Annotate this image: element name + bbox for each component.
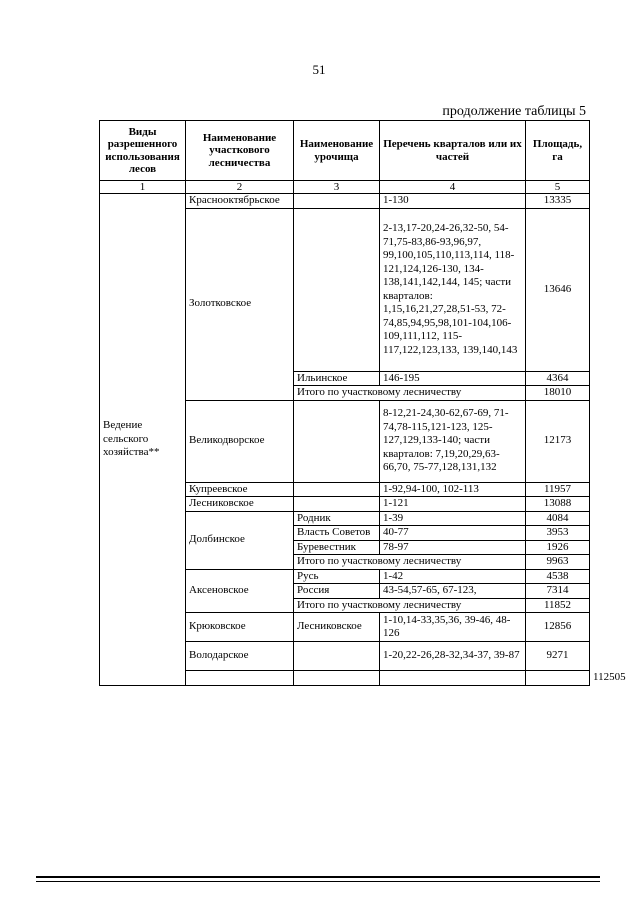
forestry-cell: Красноoктябрьское bbox=[186, 194, 294, 209]
quarters-cell: 1-20,22-26,28-32,34-37, 39-87 bbox=[380, 642, 526, 671]
footer-rule bbox=[36, 876, 600, 878]
area-cell: 4364 bbox=[526, 371, 590, 386]
header-row bbox=[100, 121, 590, 181]
header-area: Площадь, га bbox=[526, 121, 590, 181]
empty-cell bbox=[380, 671, 526, 686]
empty-cell bbox=[294, 671, 380, 686]
forestry-cell: Крюковское bbox=[186, 613, 294, 642]
subtotal-area: 18010 bbox=[526, 386, 590, 401]
column-number-row bbox=[100, 181, 590, 194]
grand-total-row: 112505 bbox=[100, 671, 590, 686]
header-quarters: Перечень кварталов или их частей bbox=[380, 121, 526, 181]
area-cell: 13088 bbox=[526, 497, 590, 512]
forestry-cell: Аксеновское bbox=[186, 569, 294, 613]
empty-cell bbox=[186, 671, 294, 686]
tract-cell: Буревестник bbox=[294, 540, 380, 555]
quarters-cell: 1-10,14-33,35,36, 39-46, 48-126 bbox=[380, 613, 526, 642]
quarters-cell: 8-12,21-24,30-62,67-69, 71-74,78-115,121-123, 125-127,129,133-140; части кварталов: 7,19,20,29,63-66,70, 75-77,128,131,132 bbox=[380, 400, 526, 482]
area-cell: 12173 bbox=[526, 400, 590, 482]
forest-use-table bbox=[99, 120, 626, 686]
col-number: 2 bbox=[186, 181, 294, 194]
forestry-cell: Долбинское bbox=[186, 511, 294, 569]
subtotal-area: 11852 bbox=[526, 598, 590, 613]
footer-rule bbox=[36, 881, 600, 882]
subtotal-area: 9963 bbox=[526, 555, 590, 570]
area-cell: 12856 bbox=[526, 613, 590, 642]
subtotal-label: Итого по участковому лесничеству bbox=[294, 555, 526, 570]
header-forestry: Наименование участкового лесничества bbox=[186, 121, 294, 181]
use-type-cell: Ведение сельского хозяйства** bbox=[100, 194, 186, 686]
tract-cell: Ильинское bbox=[294, 371, 380, 386]
quarters-cell: 146-195 bbox=[380, 371, 526, 386]
col-number: 1 bbox=[100, 181, 186, 194]
area-cell: 3953 bbox=[526, 526, 590, 541]
quarters-cell: 1-121 bbox=[380, 497, 526, 512]
tract-cell bbox=[294, 194, 380, 209]
table-continuation-label: продолжение таблицы 5 bbox=[442, 104, 586, 119]
area-cell: 4084 bbox=[526, 511, 590, 526]
tract-cell: Родник bbox=[294, 511, 380, 526]
tract-cell bbox=[294, 497, 380, 512]
quarters-cell: 40-77 bbox=[380, 526, 526, 541]
forestry-cell: Золотковское bbox=[186, 208, 294, 400]
forestry-cell: Лесниковское bbox=[186, 497, 294, 512]
tract-cell: Власть Советов bbox=[294, 526, 380, 541]
quarters-cell: 1-130 bbox=[380, 194, 526, 209]
tract-cell: Лесниковское bbox=[294, 613, 380, 642]
area-cell: 4538 bbox=[526, 569, 590, 584]
page-number: 51 bbox=[312, 62, 326, 77]
area-cell: 13646 bbox=[526, 208, 590, 371]
header-tract: Наименование урочища bbox=[294, 121, 380, 181]
subtotal-label: Итого по участковому лесничеству bbox=[294, 598, 526, 613]
empty-cell bbox=[526, 671, 590, 686]
quarters-cell: 78-97 bbox=[380, 540, 526, 555]
area-cell: 11957 bbox=[526, 482, 590, 497]
forestry-cell: Володарское bbox=[186, 642, 294, 671]
tract-cell bbox=[294, 482, 380, 497]
tract-cell bbox=[294, 208, 380, 371]
quarters-cell: 1-92,94-100, 102-113 bbox=[380, 482, 526, 497]
subtotal-label: Итого по участковому лесничеству bbox=[294, 386, 526, 401]
tract-cell: Русь bbox=[294, 569, 380, 584]
col-number: 4 bbox=[380, 181, 526, 194]
area-cell: 13335 bbox=[526, 194, 590, 209]
col-number: 5 bbox=[526, 181, 590, 194]
area-cell: 7314 bbox=[526, 584, 590, 599]
quarters-cell: 1-42 bbox=[380, 569, 526, 584]
table-row bbox=[100, 194, 590, 209]
tract-cell bbox=[294, 400, 380, 482]
quarters-cell: 2-13,17-20,24-26,32-50, 54-71,75-83,86-93,96,97, 99,100,105,110,113,114, 118-121,124,126-130, 134-138,141,142,144, 145; части кварталов: 1,15,16,21,27,28,51-53, 72-74,85,94,95,98,101-104,106-109,111,112, 115-117,122,123,133, 139,140,143 bbox=[380, 208, 526, 371]
forestry-cell: Купреевское bbox=[186, 482, 294, 497]
quarters-cell: 1-39 bbox=[380, 511, 526, 526]
col-number: 3 bbox=[294, 181, 380, 194]
forestry-cell: Великодворское bbox=[186, 400, 294, 482]
tract-cell bbox=[294, 642, 380, 671]
area-cell: 1926 bbox=[526, 540, 590, 555]
header-use-type: Виды разрешенного использования лесов bbox=[100, 121, 186, 181]
tract-cell: Россия bbox=[294, 584, 380, 599]
area-cell: 9271 bbox=[526, 642, 590, 671]
quarters-cell: 43-54,57-65, 67-123, bbox=[380, 584, 526, 599]
